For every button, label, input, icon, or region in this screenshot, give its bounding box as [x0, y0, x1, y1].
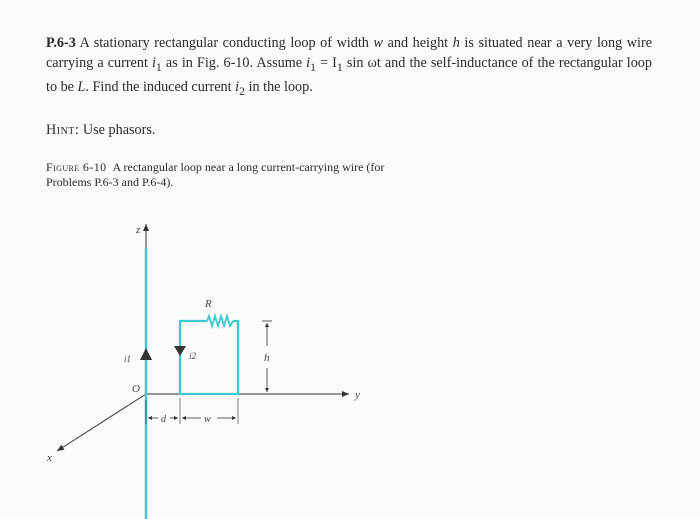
problem-number: P.6-3	[46, 35, 76, 51]
figure-label: Figure 6-10	[46, 160, 107, 174]
z-label: z	[136, 224, 141, 236]
x-axis	[57, 394, 146, 451]
y-label: y	[355, 389, 360, 401]
h-label: h	[264, 352, 270, 364]
origin-label: O	[132, 383, 140, 395]
problem-statement: P.6-3 A stationary rectangular conducting loop of width w and height h is situated near a very long wire carrying a current $i_1$ as in Fig. 6-10. Assume $i_1 = I_1$ sin ωt and the self-inductance of the rectangular loop to be L. Find the induced current $i_2$ in the loop.	[46, 35, 652, 98]
i1-arrow	[140, 348, 152, 360]
i2-label: i2	[189, 351, 197, 361]
d-label: d	[161, 414, 166, 425]
x-label: x	[47, 452, 52, 464]
r-label: R	[205, 298, 212, 310]
resistor	[207, 316, 233, 326]
hint-text: Use phasors.	[79, 122, 156, 138]
caption-text: A rectangular loop near a long current-carrying wire (for Problems P.6-3 and P.6-4).	[46, 160, 385, 189]
w-label: w	[204, 414, 211, 425]
i1-label: i1	[124, 354, 132, 364]
i2-arrow	[174, 346, 186, 356]
hint-label: Hint:	[46, 122, 80, 138]
